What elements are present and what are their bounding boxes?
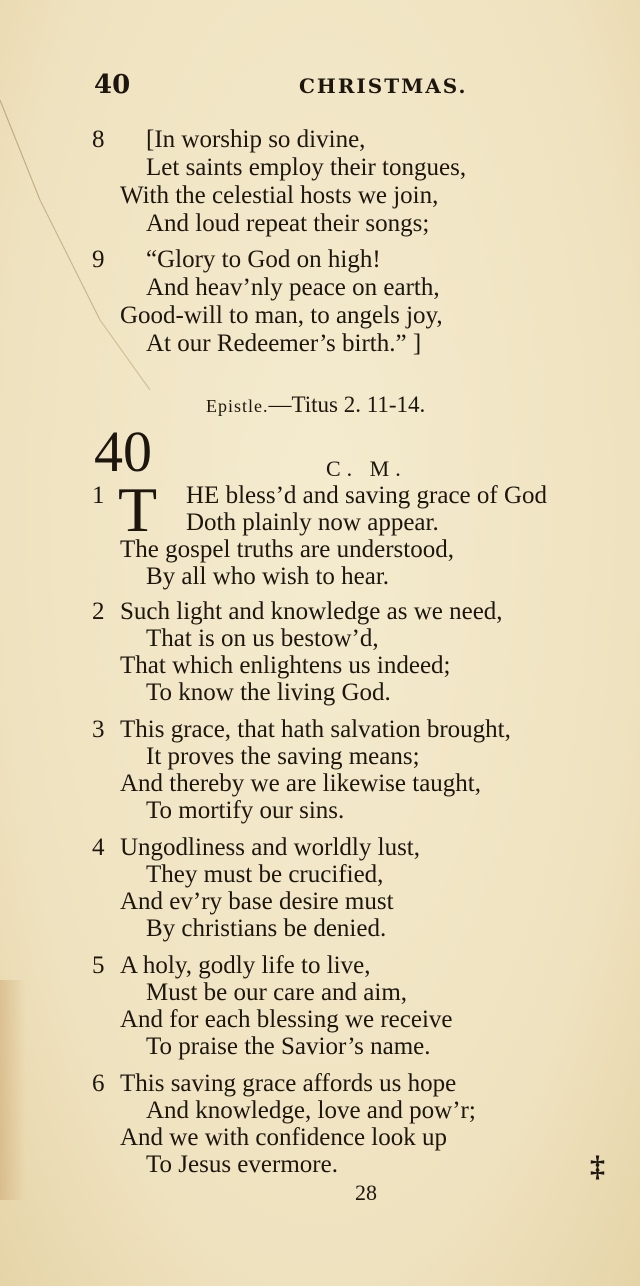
verse-line: And heav’nly peace on earth, xyxy=(146,274,440,301)
verse-line: And thereby we are likewise taught, xyxy=(120,770,481,797)
verse-line: HE bless’d and saving grace of God xyxy=(186,482,548,509)
verse-number: 2 xyxy=(92,598,105,625)
verse-line: A holy, godly life to live, xyxy=(120,952,371,979)
epistle-reference xyxy=(206,392,425,418)
verse-line: Doth plainly now appear. xyxy=(186,509,439,536)
verse-line: Ungodliness and worldly lust, xyxy=(120,834,420,861)
epistle-label: Epistle. xyxy=(206,396,269,416)
verse-line: This grace, that hath salvation brought, xyxy=(120,716,511,743)
verse-line: And we with confidence look up xyxy=(120,1124,448,1151)
verse-line: To know the living God. xyxy=(146,679,391,706)
verse-line: Such light and knowledge as we need, xyxy=(120,598,503,625)
epistle-dash: — xyxy=(268,392,292,417)
verse-line: And ev’ry base desire must xyxy=(120,888,394,915)
double-dagger-mark: ‡ xyxy=(590,1150,605,1183)
verse-line: By all who wish to hear. xyxy=(146,563,390,590)
verse-line: To mortify our sins. xyxy=(146,797,345,824)
verse-line: This saving grace affords us hope xyxy=(120,1070,457,1097)
verse-line: “Glory to God on high! xyxy=(146,246,381,273)
verse-line: And knowledge, love and pow’r; xyxy=(146,1097,476,1124)
hymn-number: 40 xyxy=(94,419,152,484)
verse-line: At our Redeemer’s birth.” ] xyxy=(146,330,422,357)
verse-line: That is on us bestow’d, xyxy=(146,625,379,652)
verse-number: 4 xyxy=(92,834,105,861)
verse-number: 6 xyxy=(92,1070,105,1097)
verse-number: 8 xyxy=(92,126,105,153)
page-number: 40 xyxy=(94,70,131,100)
verse-line: To praise the Savior’s name. xyxy=(146,1033,431,1060)
verse-line: And for each blessing we receive xyxy=(120,1006,453,1033)
verse-line: The gospel truths are understood, xyxy=(120,536,454,563)
verse-line: By christians be denied. xyxy=(146,915,387,942)
margin-crease-lines xyxy=(0,90,170,410)
verse-line: Let saints employ their tongues, xyxy=(146,154,467,181)
verse-number: 1 xyxy=(92,482,105,509)
verse-line: [In worship so divine, xyxy=(146,126,366,153)
hymn-meter: C. M. xyxy=(326,456,407,481)
verse-line: And loud repeat their songs; xyxy=(146,210,430,237)
epistle-citation: Titus 2. 11-14. xyxy=(291,392,426,417)
drop-cap: T xyxy=(118,474,158,545)
verse-line: Must be our care and aim, xyxy=(146,979,408,1006)
verse-line: It proves the saving means; xyxy=(146,743,420,770)
verse-number: 3 xyxy=(92,716,105,743)
verse-number: 5 xyxy=(92,952,105,979)
page-header xyxy=(94,70,468,104)
verse-line: To Jesus evermore. xyxy=(146,1151,338,1178)
verse-line: With the celestial hosts we join, xyxy=(120,182,439,209)
running-head: CHRISTMAS. xyxy=(299,74,468,98)
signature-number: 28 xyxy=(355,1180,377,1205)
verse-number: 9 xyxy=(92,246,105,273)
page-stain xyxy=(0,980,26,1200)
verse-line: That which enlightens us indeed; xyxy=(120,652,451,679)
verse-line: Good-will to man, to angels joy, xyxy=(120,302,443,329)
verse-line: They must be crucified, xyxy=(146,861,384,888)
